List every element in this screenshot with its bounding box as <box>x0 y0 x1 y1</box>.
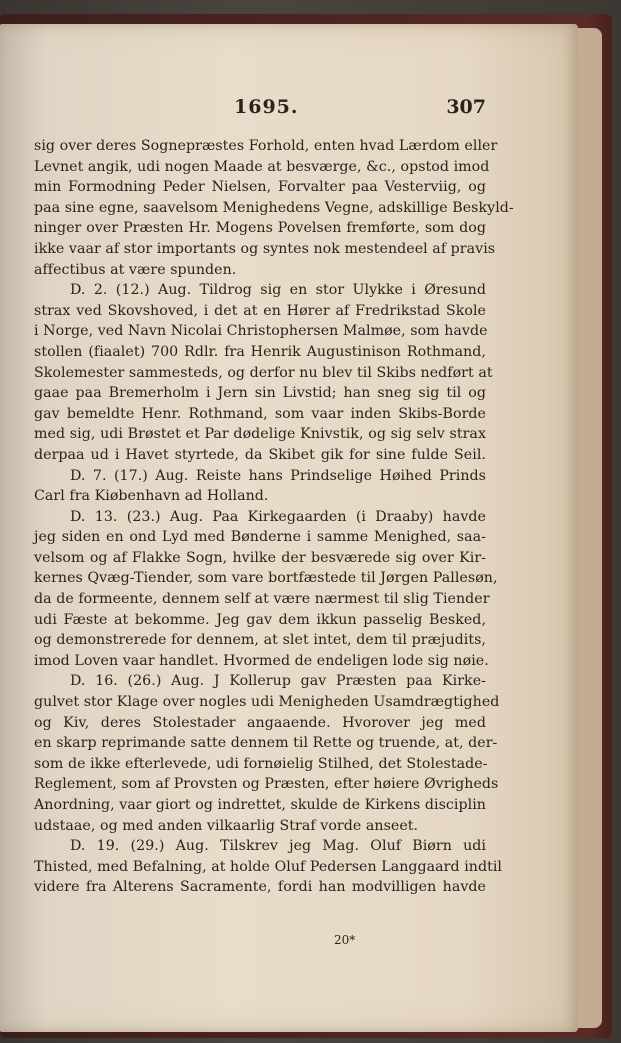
entry-line: D. 16. (26.) Aug. J Kollerup gav Præsten paa Kirke- <box>70 673 486 690</box>
text-line: imod Loven vaar handlet. Hvormed de endeligen lode sig nøie. <box>34 652 489 669</box>
text-line: da de formeente, dennem self at være nærmest til slig Tiender <box>34 591 490 608</box>
text-line: strax ved Skovshoved, i det at en Hører af Fredrikstad Skole <box>34 302 486 319</box>
text-line: min Formodning Peder Nielsen, Forvalter paa Vesterviig, og <box>34 179 486 196</box>
text-line: sig over deres Sognepræstes Forhold, enten hvad Lærdom eller <box>34 138 498 154</box>
text-line: gulvet stor Klage over nogles udi Menigheden Usamdrægtighed <box>34 694 500 711</box>
text-line: gav bemeldte Henr. Rothmand, som vaar inden Skibs-Borde <box>34 405 486 422</box>
text-line: Anordning, vaar giort og indrettet, skulde de Kirkens disciplin <box>34 797 486 813</box>
text-line: velsom og af Flakke Sogn, hvilke der besværede sig over Kir- <box>34 549 486 566</box>
text-line: stollen (fiaalet) 700 Rdlr. fra Henrik Augustinison Rothmand, <box>34 343 486 360</box>
text-line: ninger over Præsten Hr. Mogens Povelsen fremførte, som dog <box>34 220 486 237</box>
entry-line: D. 13. (23.) Aug. Paa Kirkegaarden (i Draaby) havde <box>70 508 486 525</box>
text-line: paa sine egne, saavelsom Menighedens Vegne, adskillige Beskyld- <box>34 199 514 216</box>
text-line: en skarp reprimande satte dennem til Rette og truende, at, der- <box>34 735 498 752</box>
text-line: Levnet angik, udi nogen Maade at besværge, &c., opstod imod <box>34 158 490 175</box>
header-year: 1695. <box>234 96 299 118</box>
text-line: affectibus at være spunden. <box>34 261 237 278</box>
entry-line: D. 7. (17.) Aug. Reiste hans Prindselige Høihed Prinds <box>70 467 486 484</box>
entry-line: D. 19. (29.) Aug. Tilskrev jeg Mag. Oluf Biørn udi <box>70 838 486 855</box>
text-line: Reglement, som af Provsten og Præsten, efter høiere Øvrigheds <box>34 776 499 793</box>
text-line: med sig, udi Brøstet et Par dødelige Knivstik, og sig selv strax <box>34 426 486 443</box>
text-line: gaae paa Bremerholm i Jern sin Livstid; han sneg sig til og <box>34 385 486 402</box>
text-line: Skolemester sammesteds, og derfor nu blev til Skibs nedført at <box>34 364 493 381</box>
text-line: Carl fra Kiøbenhavn ad Holland. <box>34 488 269 505</box>
text-line: Thisted, med Befalning, at holde Oluf Pedersen Langgaard indtil <box>34 858 503 875</box>
text-line: videre fra Alterens Sacramente, fordi han modvilligen havde <box>34 879 486 896</box>
text-line: som de ikke efterlevede, udi fornøielig Stilhed, det Stolestade- <box>34 755 488 772</box>
text-line: i Norge, ved Navn Nicolai Christophersen Malmøe, som havde <box>34 323 488 340</box>
text-line: jeg siden en ond Lyd med Bønderne i samme Menighed, saa- <box>34 529 486 546</box>
text-line: kernes Qvæg-Tiender, som vare bortfæstede til Jørgen Pallesøn, <box>34 570 498 587</box>
text-line: og Kiv, deres Stolestader angaaende. Hvorover jeg med <box>34 714 486 731</box>
text-line: udstaae, og med anden vilkaarlig Straf vorde anseet. <box>34 817 419 834</box>
running-header <box>34 96 486 126</box>
text-line: udi Fæste at bekomme. Jeg gav dem ikkun passelig Besked, <box>34 611 486 628</box>
signature-mark: 20* <box>334 933 356 947</box>
text-line: og demonstrerede for dennem, at slet intet, dem til præjudits, <box>34 632 486 649</box>
book-page <box>0 24 578 1032</box>
body-text <box>34 136 514 898</box>
text-line: ikke vaar af stor importants og syntes nok mestendeel af pravis <box>34 240 496 257</box>
page-number: 307 <box>446 96 486 118</box>
entry-line: D. 2. (12.) Aug. Tildrog sig en stor Ulykke i Øresund <box>70 282 486 299</box>
text-line: derpaa ud i Havet styrtede, da Skibet gik for sine fulde Seil. <box>34 446 486 463</box>
